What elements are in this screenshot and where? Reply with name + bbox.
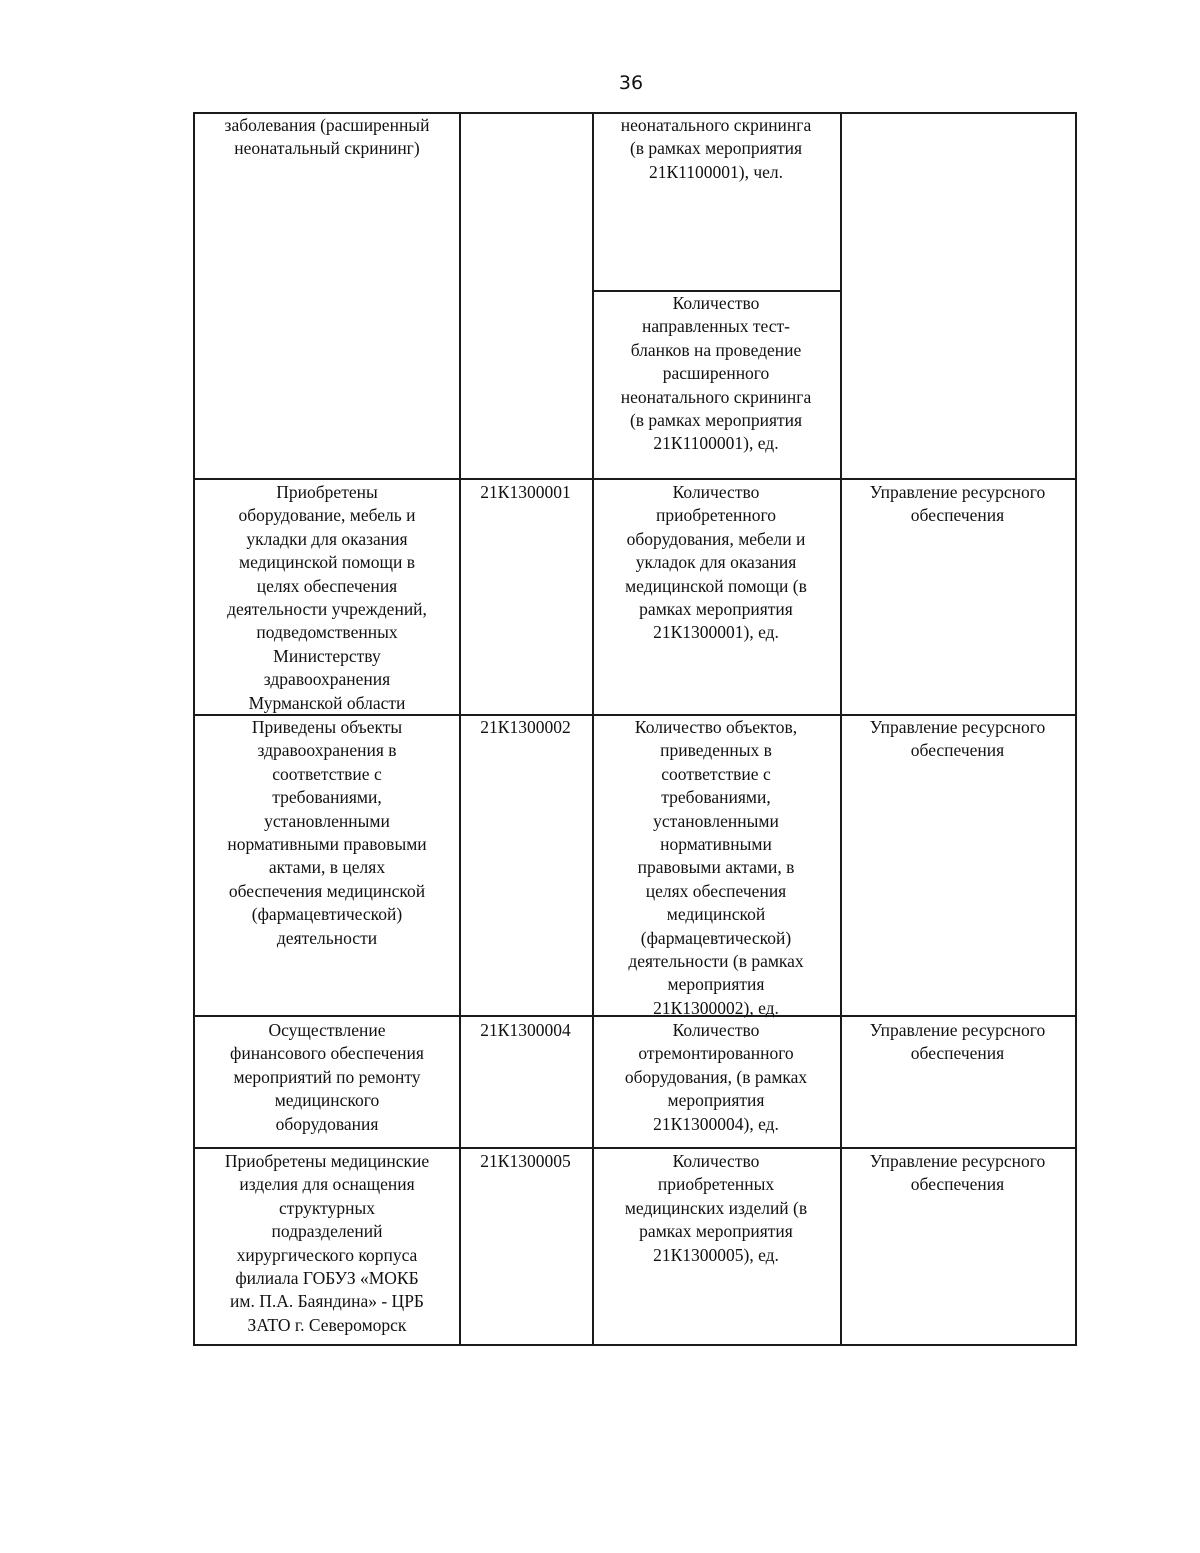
indicator-cell: Количество направленных тест- бланков на проведение расширенного неонатального скрининга (в рамках мероприятия 21К1100001), ед. — [620, 293, 812, 454]
indicator-cell: Количество приобретенного оборудования, мебели и укладок для оказания медицинской помощи (в рамках мероприятия 21К1300001), ед. — [625, 482, 807, 643]
indicator-cell: Количество отремонтированного оборудования, (в рамках мероприятия 21К1300004), ед. — [624, 1020, 808, 1134]
page-number: 36 — [618, 72, 644, 94]
code-cell: 21К1300004 — [480, 1020, 571, 1040]
code-cell: 21К1300002 — [480, 717, 571, 737]
indicator-cell: Количество приобретенных медицинских изделий (в рамках мероприятия 21К1300005), ед. — [624, 1151, 808, 1265]
table-border-bottom — [193, 1344, 1077, 1346]
responsible-cell: Управление ресурсного обеспечения — [869, 482, 1046, 526]
indicator-cell: Количество объектов, приведенных в соответствие с требованиями, установленными нормативными правовыми актами, в целях обеспечения медицинской (фармацевтической) деятельности (в рамках мероприятия 21К1300002), ед. — [628, 717, 804, 1018]
indicator-cell: неонатального скрининга (в рамках мероприятия 21К1100001), чел. — [620, 115, 812, 182]
task-cell: Приведены объекты здравоохранения в соответствие с требованиями, установленными нормативными правовыми актами, в целях обеспечения медицинской (фармацевтической) деятельности — [227, 717, 427, 948]
task-cell: Приобретены оборудование, мебель и укладки для оказания медицинской помощи в целях обеспечения деятельности учреждений, подведомственных Министерству здравоохранения Мурманской области — [227, 482, 427, 713]
row-divider — [193, 478, 1077, 480]
responsible-cell: Управление ресурсного обеспечения — [869, 717, 1046, 761]
responsible-cell: Управление ресурсного обеспечения — [869, 1151, 1046, 1195]
row-divider — [193, 1147, 1077, 1149]
task-cell: Осуществление финансового обеспечения мероприятий по ремонту медицинского оборудования — [230, 1020, 424, 1134]
code-cell: 21К1300001 — [480, 482, 571, 502]
task-cell: заболевания (расширенный неонатальный скрининг) — [224, 115, 430, 159]
code-cell: 21К1300005 — [480, 1151, 571, 1171]
task-cell: Приобретены медицинские изделия для оснащения структурных подразделений хирургического корпуса филиала ГОБУЗ «МОКБ им. П.А. Баяндина» - ЦРБ ЗАТО г. Североморск — [224, 1151, 430, 1335]
measures-table — [193, 112, 1077, 1346]
table-border-left — [193, 112, 195, 1346]
responsible-cell: Управление ресурсного обеспечения — [869, 1020, 1046, 1064]
table-border-right — [1075, 112, 1077, 1346]
